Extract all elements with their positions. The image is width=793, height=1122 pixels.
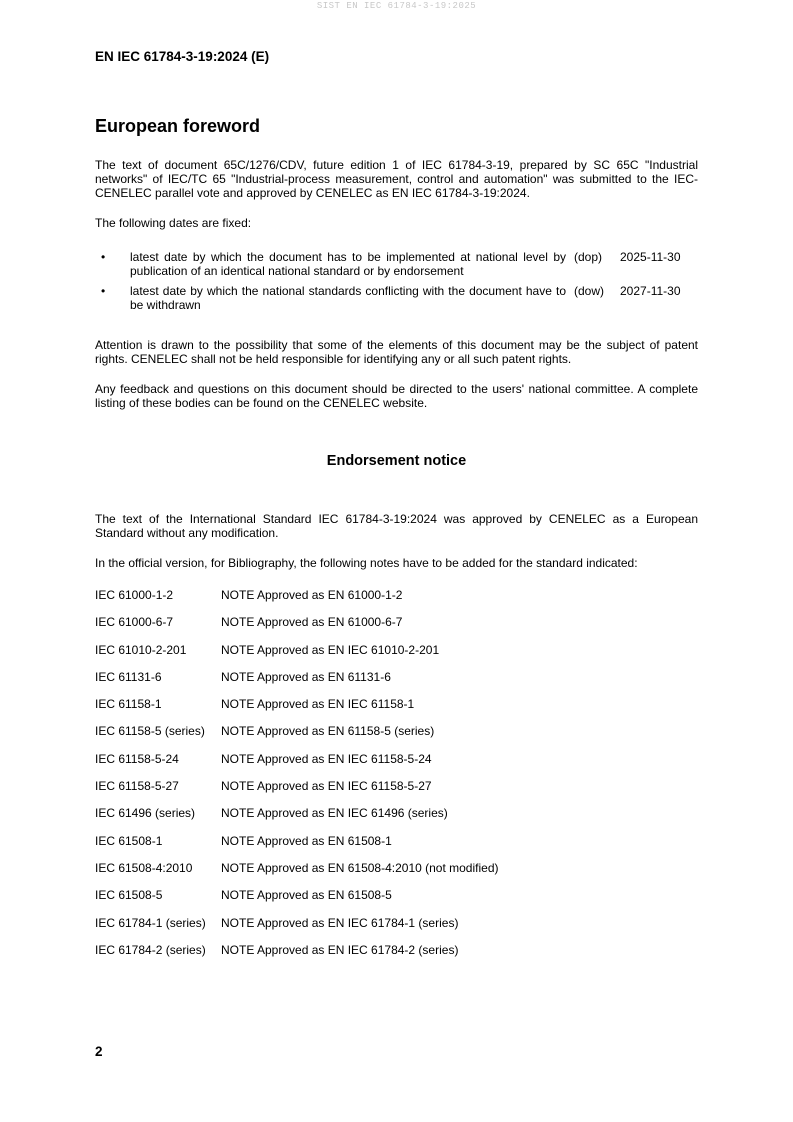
note-row (95, 861, 698, 888)
note-ref: IEC 61784-2 (series) (95, 942, 206, 957)
dates-intro: The following dates are fixed: (95, 216, 252, 230)
note-ref: IEC 61158-5-24 (95, 751, 179, 766)
date-description: latest date by which the document has to be implemented at national level by publication of an identical national standard or by endorsement (130, 250, 566, 278)
dates-list (95, 250, 698, 318)
spacer (95, 318, 698, 338)
note-row (95, 724, 698, 751)
note-text: NOTE Approved as EN 61000-6-7 (221, 615, 403, 630)
bibliography-intro: In the official version, for Bibliography, the following notes have to be added for the standard indicated: (95, 556, 638, 570)
note-row (95, 806, 698, 833)
note-text: NOTE Approved as EN IEC 61158-1 (221, 697, 415, 712)
endorsement-title: Endorsement notice (326, 453, 467, 469)
note-ref: IEC 61010-2-201 (95, 642, 187, 657)
endorsement-text: The text of the International Standard IEC 61784-3-19:2024 was approved by CENELEC as a European Standard without any modification. (95, 512, 698, 540)
note-row (95, 943, 698, 970)
date-value: 2025-11-30 (620, 250, 681, 264)
attention-paragraph: Attention is drawn to the possibility that some of the elements of this document may be the subject of patent rights. CENELEC shall not be held responsible for identifying any or all such patent rights. (95, 338, 698, 366)
note-text: NOTE Approved as EN 61508-1 (221, 833, 392, 848)
note-text: NOTE Approved as EN 61508-5 (221, 888, 392, 903)
foreword-intro: The text of document 65C/1276/CDV, future edition 1 of IEC 61784-3-19, prepared by SC 65C "Industrial networks" of IEC/TC 65 "Industrial-process measurement, control and automation" was submitted to the IEC-CENELEC parallel vote and approved by CENELEC as EN IEC 61784-3-19:2024. (95, 158, 698, 200)
document-header: EN IEC 61784-3-19:2024 (E) (95, 49, 270, 64)
note-text: NOTE Approved as EN 61000-1-2 (221, 588, 403, 602)
note-ref: IEC 61508-5 (95, 888, 163, 903)
date-code: (dow) (574, 284, 605, 298)
note-text: NOTE Approved as EN 61508-4:2010 (not modified) (221, 860, 499, 875)
note-row (95, 670, 698, 697)
note-text: NOTE Approved as EN IEC 61784-2 (series) (221, 942, 459, 957)
note-ref: IEC 61158-5-27 (95, 779, 179, 794)
feedback-paragraph: Any feedback and questions on this document should be directed to the users' national committee. A complete listing of these bodies can be found on the CENELEC website. (95, 382, 698, 410)
watermark: SIST EN IEC 61784-3-19:2025 (316, 1, 477, 11)
note-text: NOTE Approved as EN IEC 61158-5-24 (221, 751, 432, 766)
note-row (95, 834, 698, 861)
note-row (95, 888, 698, 915)
date-item (95, 284, 698, 318)
note-ref: IEC 61000-1-2 (95, 588, 174, 602)
note-row (95, 916, 698, 943)
note-text: NOTE Approved as EN IEC 61158-5-27 (221, 779, 432, 794)
note-ref: IEC 61158-5 (series) (95, 724, 205, 739)
note-ref: IEC 61496 (series) (95, 806, 196, 821)
note-ref: IEC 61131-6 (95, 669, 162, 684)
note-ref: IEC 61158-1 (95, 697, 162, 712)
bullet-icon: • (101, 250, 106, 264)
note-ref: IEC 61508-1 (95, 833, 163, 848)
note-text: NOTE Approved as EN 61158-5 (series) (221, 724, 435, 739)
note-ref: IEC 61784-1 (series) (95, 915, 206, 930)
spacer (95, 470, 698, 512)
note-text: NOTE Approved as EN IEC 61496 (series) (221, 806, 448, 821)
note-text: NOTE Approved as EN IEC 61784-1 (series) (221, 915, 459, 930)
note-ref: IEC 61508-4:2010 (95, 860, 193, 875)
date-code: (dop) (574, 250, 603, 264)
note-row (95, 752, 698, 779)
date-description: latest date by which the national standards conflicting with the document have to be withdrawn (130, 284, 566, 312)
note-text: NOTE Approved as EN IEC 61010-2-201 (221, 642, 440, 657)
bibliography-notes (95, 588, 698, 970)
bullet-icon: • (101, 284, 106, 298)
note-row (95, 615, 698, 642)
page-content (95, 115, 698, 970)
note-text: NOTE Approved as EN 61131-6 (221, 669, 391, 684)
foreword-title: European foreword (95, 116, 261, 136)
note-row (95, 588, 698, 615)
note-row (95, 643, 698, 670)
page-number: 2 (95, 1044, 103, 1059)
note-row (95, 697, 698, 724)
note-ref: IEC 61000-6-7 (95, 615, 174, 630)
date-value: 2027-11-30 (620, 284, 681, 298)
note-row (95, 779, 698, 806)
date-item (95, 250, 698, 284)
